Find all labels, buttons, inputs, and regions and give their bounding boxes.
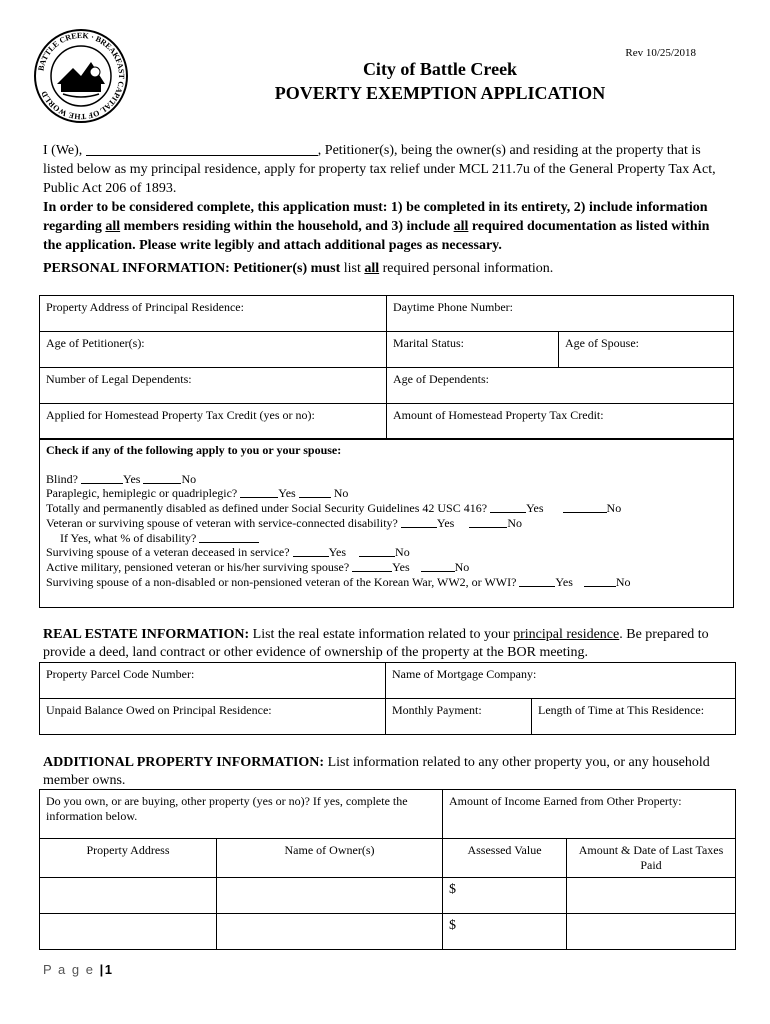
no-label: No (507, 515, 523, 530)
length-residence-field[interactable]: Length of Time at This Residence: (532, 699, 736, 735)
dollar-sign: $ (449, 882, 456, 897)
yes-label: Yes (436, 515, 455, 530)
owner-names-cell[interactable] (217, 878, 443, 914)
svg-text:BATTLE CREEK · BREAKFAST CAPIT: BATTLE CREEK · BREAKFAST CAPITAL OF THE WORLD (36, 30, 127, 122)
property-address-cell[interactable] (40, 914, 217, 950)
personal-heading-list: list (343, 261, 361, 276)
checklist-korean (46, 575, 727, 590)
daytime-phone-field[interactable]: Daytime Phone Number: (387, 296, 734, 332)
personal-heading-all: all (364, 261, 380, 276)
property-address-field[interactable]: Property Address of Principal Residence: (40, 296, 387, 332)
unpaid-balance-field[interactable]: Unpaid Balance Owed on Principal Residence: (40, 699, 386, 735)
checklist-disabled (46, 501, 727, 516)
active-yes-blank[interactable] (352, 561, 392, 572)
checklist-active (46, 560, 727, 575)
checklist-veteran (46, 516, 727, 531)
other-property-income-field[interactable]: Amount of Income Earned from Other Property: (443, 790, 736, 839)
no-label: No (454, 559, 470, 574)
age-petitioner-field[interactable]: Age of Petitioner(s): (40, 332, 387, 368)
intro-prefix: I (We), (43, 143, 83, 158)
requirement-all-1: all (105, 219, 121, 234)
owner-names-cell[interactable] (217, 914, 443, 950)
additional-heading-text: List information related to any other property you, or any household member owns. (43, 755, 710, 788)
intro-paragraph (43, 141, 728, 255)
homestead-amount-field[interactable]: Amount of Homestead Property Tax Credit: (387, 404, 734, 440)
checklist-percent (46, 531, 727, 546)
veteran-yes-blank[interactable] (401, 517, 437, 528)
real-estate-text-underlined: principal residence (513, 627, 620, 642)
page-number: 1 (104, 962, 114, 977)
requirement-all-2: all (453, 219, 469, 234)
no-label: No (333, 486, 349, 501)
age-dependents-field[interactable]: Age of Dependents: (387, 368, 734, 404)
dollar-sign: $ (449, 918, 456, 933)
page-footer: P a g e |1 (43, 962, 114, 977)
yes-label: Yes (278, 486, 296, 501)
last-taxes-cell[interactable] (567, 878, 736, 914)
disabled-yes-blank[interactable] (490, 502, 526, 513)
intro-requirements (43, 200, 709, 253)
personal-info-table (39, 295, 734, 440)
assessed-value-cell[interactable] (443, 878, 567, 914)
real-estate-table (39, 662, 736, 735)
checklist-blind (46, 472, 727, 487)
col-assessed-value: Assessed Value (443, 839, 567, 878)
active-label: Active military, pensioned veteran or his/her surviving spouse? (46, 559, 350, 574)
revision-date: Rev 10/25/2018 (625, 47, 696, 59)
veteran-no-blank[interactable] (469, 517, 507, 528)
checklist-paraplegic (46, 486, 727, 501)
intro-text: , Petitioner(s), being the owner(s) and residing at the property that is listed below as my principal residence, apply for property tax relief under MCL 211.7u of the General Property Tax Act, Public Act 206 of 1893. (43, 143, 716, 196)
yes-label: Yes (123, 471, 141, 486)
col-property-address: Property Address (40, 839, 217, 878)
disabled-label: Totally and permanently disabled as defined under Social Security Guidelines 42 USC 416? (46, 501, 488, 516)
deceased-no-blank[interactable] (359, 546, 395, 557)
no-label: No (181, 471, 197, 486)
table-row (40, 914, 736, 950)
personal-heading-must: Petitioner(s) must (233, 261, 341, 276)
active-no-blank[interactable] (421, 561, 455, 572)
monthly-payment-field[interactable]: Monthly Payment: (386, 699, 532, 735)
real-estate-text-b: . Be prepared to provide a deed, land contract or other evidence of ownership of the property at the BOR meeting. (43, 627, 709, 660)
korean-no-blank[interactable] (584, 576, 616, 587)
additional-property-table (39, 789, 736, 950)
korean-yes-blank[interactable] (519, 576, 555, 587)
checklist-deceased (46, 545, 727, 560)
disabled-no-blank[interactable] (563, 502, 607, 513)
personal-heading-rest: required personal information. (382, 261, 554, 276)
property-address-cell[interactable] (40, 878, 217, 914)
checklist-heading: Check if any of the following apply to you or your spouse: (46, 443, 342, 457)
korean-label: Surviving spouse of a non-disabled or non-pensioned veteran of the Korean War, WW2, or WWI? (46, 574, 517, 589)
veteran-label: Veteran or surviving spouse of veteran with service-connected disability? (46, 515, 398, 530)
yes-label: Yes (526, 501, 544, 516)
para-yes-blank[interactable] (240, 487, 278, 498)
yes-label: Yes (328, 545, 347, 560)
para-label: Paraplegic, hemiplegic or quadriplegic? (46, 486, 238, 501)
parcel-code-field[interactable]: Property Parcel Code Number: (40, 663, 386, 699)
real-estate-heading (43, 626, 733, 662)
own-other-property-field[interactable]: Do you own, or are buying, other property (yes or no)? If yes, complete the information below. (40, 790, 443, 839)
disability-checklist (39, 438, 734, 608)
petitioner-name-field[interactable] (86, 142, 318, 156)
real-estate-heading-label: REAL ESTATE INFORMATION: (43, 627, 250, 642)
page-label: P a g e (43, 962, 95, 977)
mortgage-company-field[interactable]: Name of Mortgage Company: (386, 663, 736, 699)
blind-label: Blind? (46, 471, 78, 486)
deceased-yes-blank[interactable] (293, 546, 329, 557)
age-spouse-field[interactable]: Age of Spouse: (559, 332, 734, 368)
col-last-taxes-paid: Amount & Date of Last Taxes Paid (567, 839, 736, 878)
no-label: No (615, 574, 631, 589)
personal-info-heading (43, 261, 553, 277)
percent-label: If Yes, what % of disability? (60, 530, 197, 545)
yes-label: Yes (392, 559, 410, 574)
form-title: City of Battle Creek (362, 59, 518, 79)
real-estate-text-a: List the real estate information related to your (252, 627, 510, 642)
table-row (40, 878, 736, 914)
requirement-text-b: members residing within the household, and 3) include (123, 219, 451, 234)
percent-blank[interactable] (199, 532, 259, 543)
homestead-applied-field[interactable]: Applied for Homestead Property Tax Credit (yes or no): (40, 404, 387, 440)
no-label: No (606, 501, 622, 516)
no-label: No (395, 545, 410, 560)
deceased-label: Surviving spouse of a veteran deceased in service? (46, 545, 290, 560)
personal-heading-label: PERSONAL INFORMATION: (43, 261, 230, 276)
blind-no-blank[interactable] (143, 473, 181, 484)
requirement-text-c: required documentation as listed within the application. Please write legibly and attach additional pages as necessary. (43, 219, 710, 253)
additional-property-heading (43, 754, 733, 790)
marital-status-field[interactable]: Marital Status: (387, 332, 559, 368)
blind-yes-blank[interactable] (81, 473, 123, 484)
yes-label: Yes (555, 574, 573, 589)
col-owner-names: Name of Owner(s) (217, 839, 443, 878)
assessed-value-cell[interactable] (443, 914, 567, 950)
last-taxes-cell[interactable] (567, 914, 736, 950)
requirement-text-a: In order to be considered complete, this application must: 1) be completed in its entirety, 2) include information regarding (43, 200, 708, 234)
legal-dependents-field[interactable]: Number of Legal Dependents: (40, 368, 387, 404)
additional-heading-label: ADDITIONAL PROPERTY INFORMATION: (43, 755, 325, 770)
form-subtitle: POVERTY EXEMPTION APPLICATION (274, 83, 606, 103)
para-no-blank[interactable] (299, 487, 331, 498)
